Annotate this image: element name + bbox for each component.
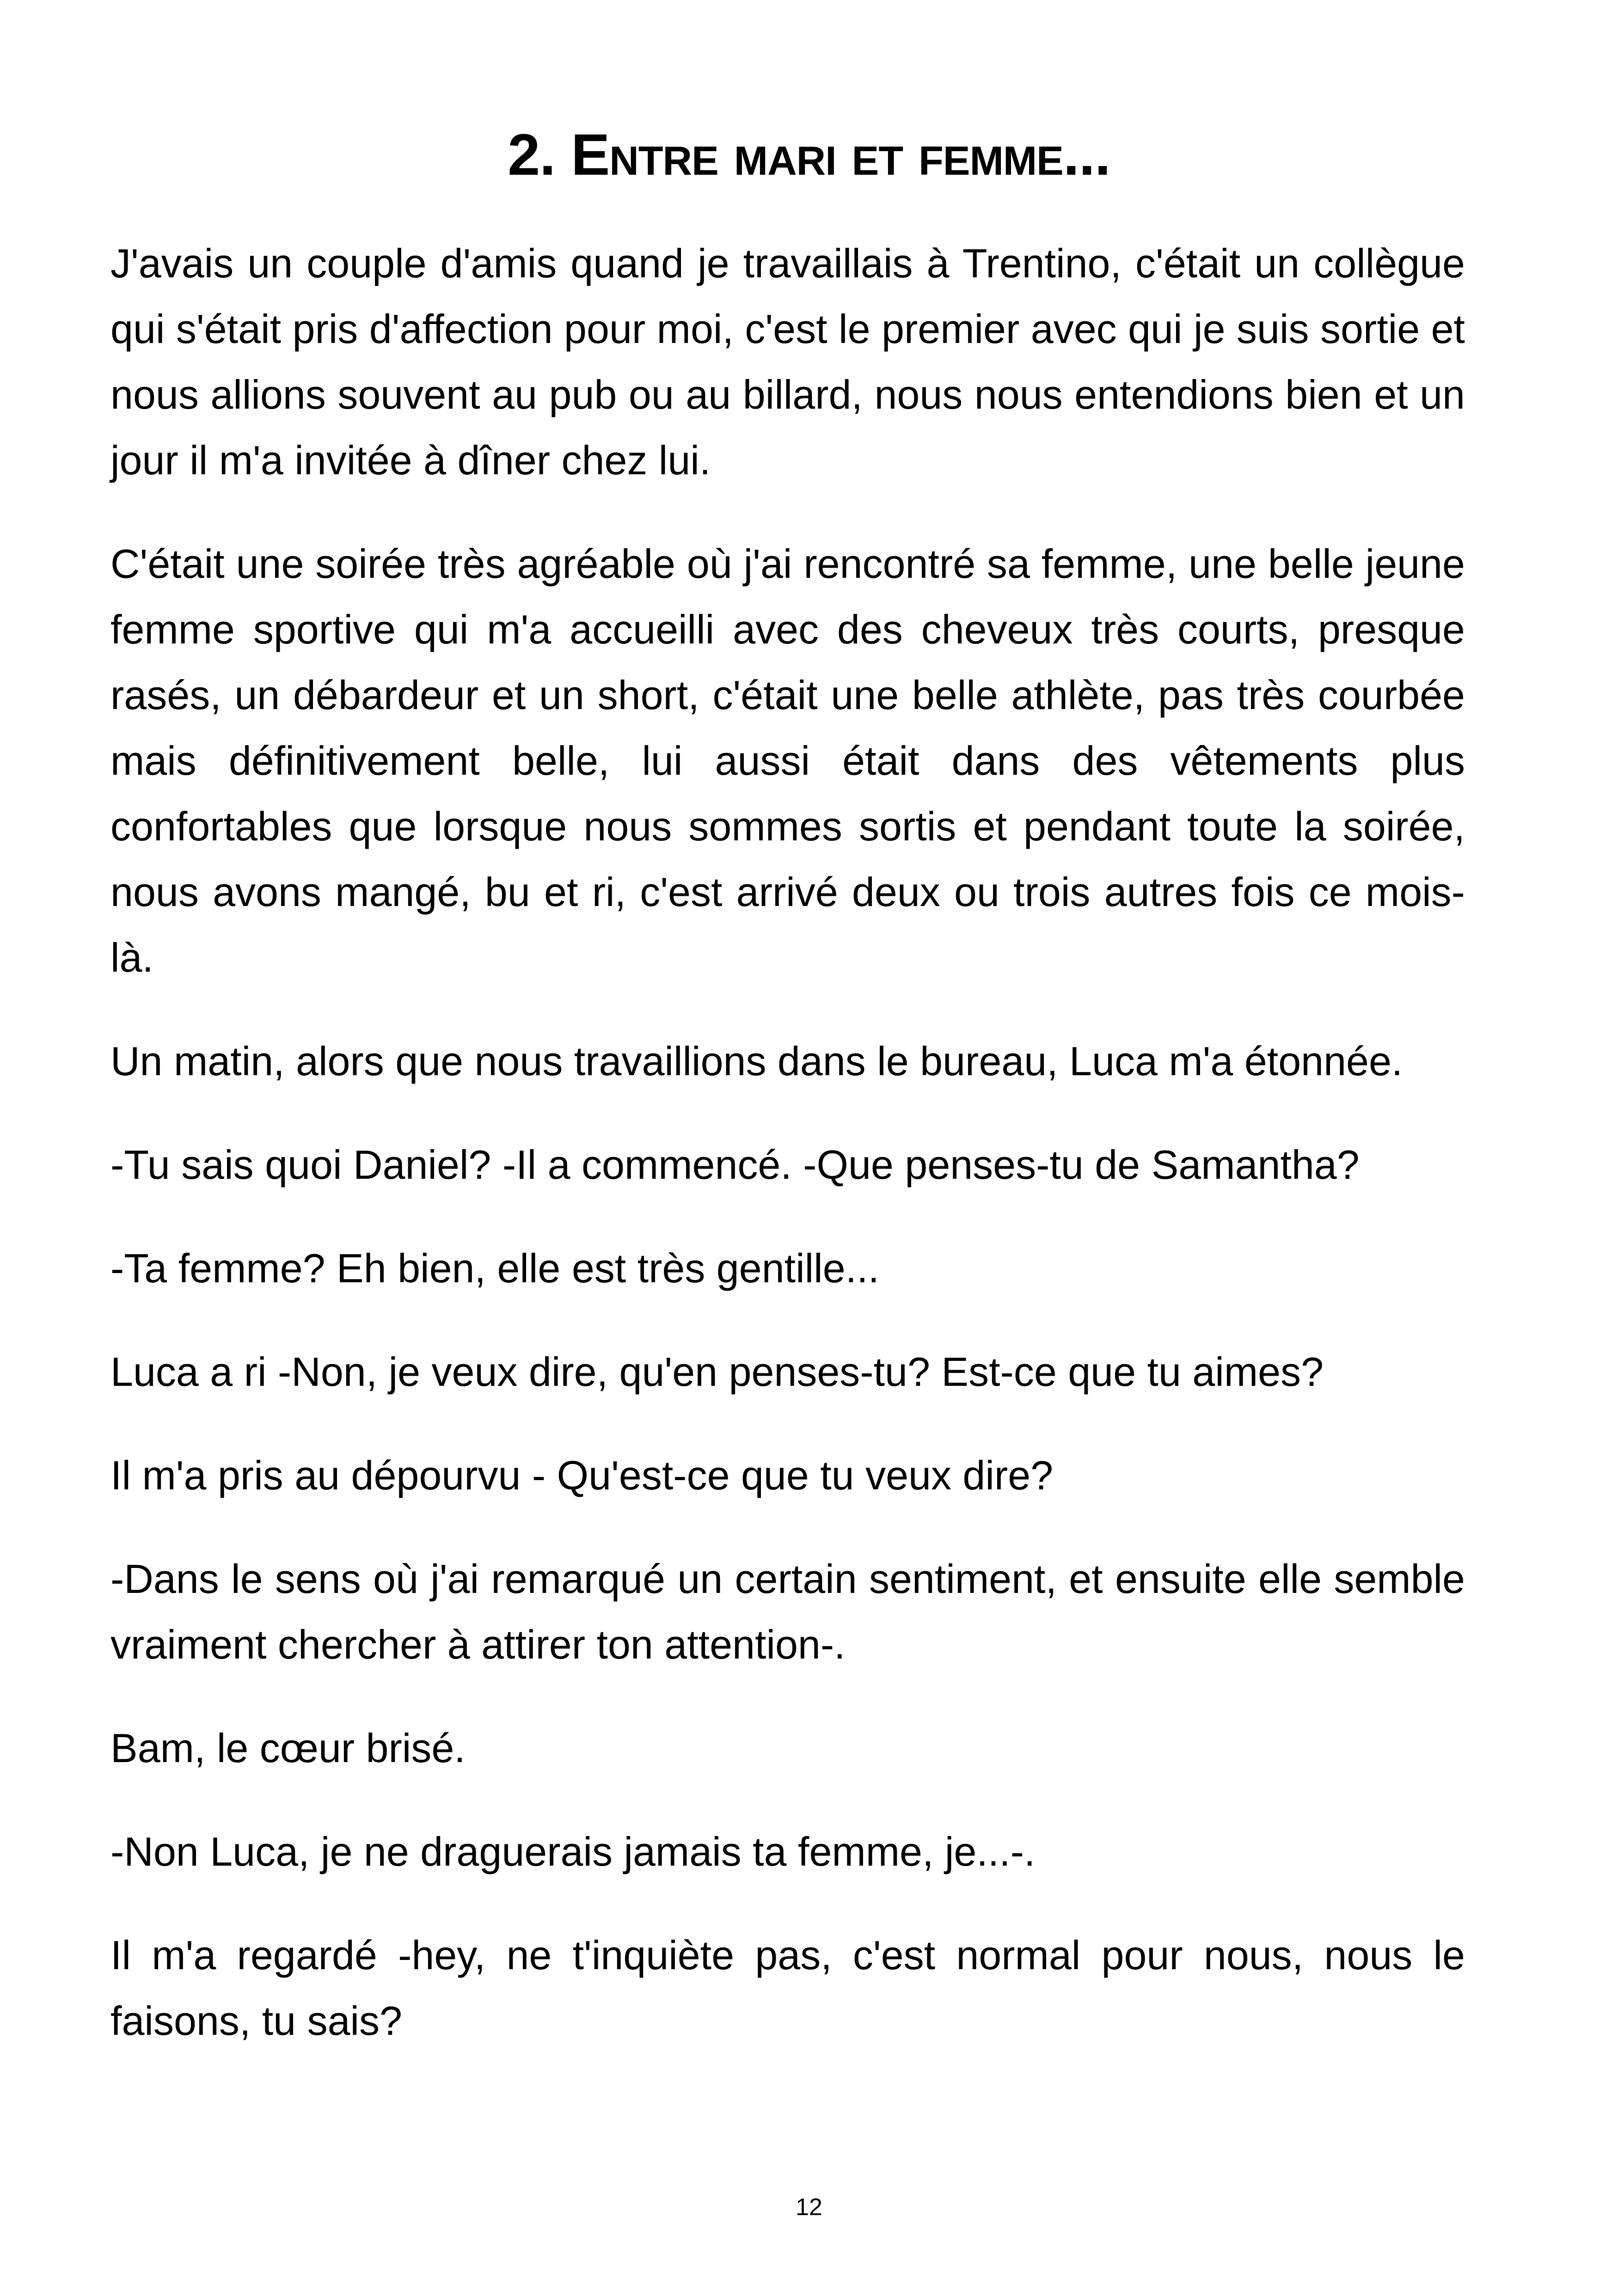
paragraph: J'avais un couple d'amis quand je travaillais à Trentino, c'était un collègue qui s'était pris d'affection pour moi, c'est le premier avec qui je suis sortie et nous allions souvent au pub ou au billard, nous nous entendions bien et un jour il m'a invitée à dîner chez lui. bbox=[110, 240, 1465, 483]
paragraph: Il m'a regardé -hey, ne t'inquiète pas, c'est normal pour nous, nous le faisons, tu sais? bbox=[110, 1932, 1465, 2044]
body-text bbox=[110, 231, 1465, 2054]
paragraph: C'était une soirée très agréable où j'ai rencontré sa femme, une belle jeune femme sportive qui m'a accueilli avec des cheveux très courts, presque rasés, un débardeur et un short, c'était une belle athlète, pas très courbée mais définitivement belle, lui aussi était dans des vêtements plus confortables que lorsque nous sommes sortis et pendant toute la soirée, nous avons mangé, bu et ri, c'est arrivé deux ou trois autres fois ce mois-là. bbox=[110, 541, 1465, 980]
paragraph: Luca a ri -Non, je veux dire, qu'en penses-tu? Est-ce que tu aimes? bbox=[110, 1349, 1324, 1395]
paragraph: Il m'a pris au dépourvu - Qu'est-ce que tu veux dire? bbox=[110, 1452, 1054, 1498]
paragraph: -Dans le sens où j'ai remarqué un certain sentiment, et ensuite elle semble vraiment chercher à attirer ton attention-. bbox=[110, 1556, 1465, 1667]
page-number: 12 bbox=[796, 2194, 822, 2221]
chapter-title: 2. Entre mari et femme... bbox=[508, 122, 1110, 187]
paragraph: Un matin, alors que nous travaillions dans le bureau, Luca m'a étonnée. bbox=[110, 1038, 1403, 1084]
paragraph: -Tu sais quoi Daniel? -Il a commencé. -Que penses-tu de Samantha? bbox=[110, 1142, 1360, 1188]
paragraph: -Non Luca, je ne draguerais jamais ta femme, je...-. bbox=[110, 1829, 1036, 1874]
paragraph: -Ta femme? Eh bien, elle est très gentille... bbox=[110, 1245, 880, 1291]
paragraph: Bam, le cœur brisé. bbox=[110, 1725, 466, 1771]
